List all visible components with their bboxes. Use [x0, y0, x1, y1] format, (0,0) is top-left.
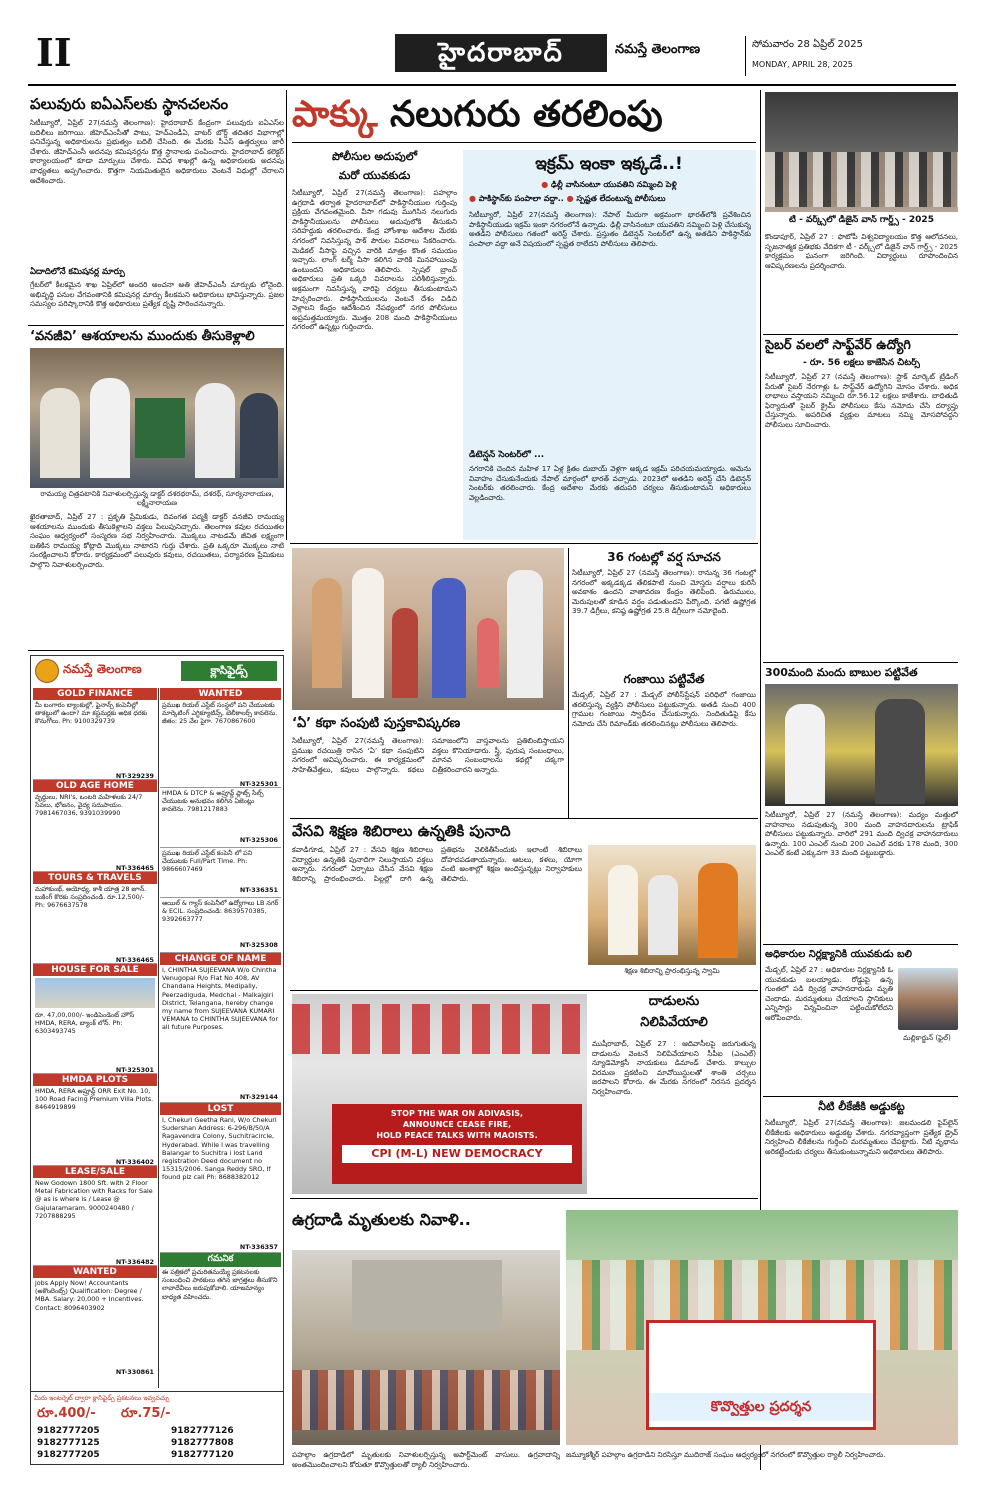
tribute-photo-left [292, 1250, 560, 1445]
protest-photo [292, 994, 587, 1194]
summer-caption: శిక్షణ శిబిరాన్ని ప్రారంభిస్తున్న స్వామి [624, 967, 720, 975]
phone-number: 9182777125 [37, 1438, 100, 1448]
summer-headline: వేసవి శిక్షణ శిబిరాలు ఉన్నతికి పునాది [292, 822, 511, 840]
classified-ad: WANTED ప్రముఖ రియల్ ఎస్టేట్ సంస్థలో పని చేయుటకు మార్కెటింగ్ ఎగ్జిక్యూటివ్స్, టెలీకాలర్స్ కావలెను. జీతం: 25 వేల పైగా. 7670867600 NT-325301 [160, 688, 281, 788]
classified-ad: WANTED jobs Apply Now! Accountants (అకౌంటెంట్స్) Qualification: Degree / MBA. Salary: 20,000 + Incentives. Contact: 8096403902 NT-330861 [33, 1266, 157, 1376]
classifieds-header [31, 656, 283, 686]
stop-headline: దాడులను [648, 994, 700, 1009]
ias-subhead: ఏదాదిలోనే కమిషనర్ల మార్పు [30, 267, 125, 277]
classified-ad: LOST I, Chekuri Geetha Rani, W/o Chekuri Sudershan Address: 6-296/B/50/A Ragavendra Colony, Suchitracircle, Hyderabad. While I was travelling Balangar to Suchitra i lost Land registration Deed document no 15315/2006. Sanga Reddy SRO, If found plz call Ph: 8688382012 NT-336357 [160, 1103, 281, 1253]
book-launch-photo [292, 548, 564, 710]
ganja-body: మేడ్చల్, ఏప్రిల్ 27 : మేడ్చల్ పోలీస్‌స్టేషన్ పరిధిలో గంజాయి తరలిస్తున్న వ్యక్తిని పోలీసులు పట్టుకున్నారు. అతడి నుంచి 400 గ్రాముల గంజాయి స్వాధీనం చేసుకున్నారు. నిందితుడిపై కేసు నమోదు చేసి రిమాండ్‌కు తరలించినట్లు పోలీసులు తెలిపారు. [572, 690, 756, 728]
classified-ad: HMDA PLOTS HMDA, RERA అప్రూవ్డ్ ORR Exit No. 10, 100 Road Facing Premium Villa Plots. 8464919899 NT-336402 [33, 1074, 157, 1166]
candle-banner: కొవ్వొత్తుల ప్రదర్శన [646, 1320, 876, 1430]
city-name: హైదరాబాద్ [438, 38, 564, 68]
classified-ad: CHANGE OF NAME I, CHINTHA SUJEEVANA W/o Chintha Venugopal R/o Flat No 408, AV Chandana Heights, Medipally, Peerzadiguda, Medchal - Malkajgiri District, Telangana, hereby change my name from SUJEEVANA KUMARI VEMANA to CHINTHA SUJEEVANA for all future Purposes. NT-329144 [160, 953, 281, 1103]
footer-note: మీరు ఇంటర్నెట్ ద్వారా క్లాసిఫైడ్స్ ప్రకటనలు ఇవ్వవచ్చు [34, 1394, 170, 1402]
classified-ad: GOLD FINANCE మీ బంగారం బ్యాంకుల్లో, ఫైనాన్స్ కంపెనీల్లో తాకట్టులో ఉందా? మా కస్టమర్లకు అధిక ధరకు కొనుగోలు. Ph: 9100329739 NT-329239 [33, 688, 157, 780]
ias-body: సిటీబ్యూరో, ఏప్రిల్ 27(నమస్తే తెలంగాణ): హైదరాబాద్ కేంద్రంగా పలువురు ఐఏఎస్‌ల బదిలీలు జరిగాయి. జీహెచ్‌ఎంసీతో పాటు, హెచ్ఎండీఏ, వాటర్ బోర్డ్ తదితర విభాగాల్లో పనిచేస్తున్న అధికారులను ప్రభుత్వం బదిలీ చేసింది. ఈ మేరకు సీఎస్ ఉత్తర్వులు జారీ చేశారు. జీహెచ్‌ఎంసీ అదనపు కమిషనర్లను కొత్త స్థానాలకు పంపించారు. హైదరాబాద్ కలెక్టర్ కార్యాలయంలో కూడా మార్పులు చేశారు. వివిధ శాఖల్లో ఉన్న అధికారులకు అదనపు బాధ్యతలు అప్పగించారు. కొత్తగా నియమితులైన అధికారులు వెంటనే విధుల్లో చేరాలని ఆదేశించారు. [30, 118, 284, 185]
ikram-headline: ఇక్రమ్ ఇంకా ఇక్కడే..! [535, 154, 683, 174]
banner-line: CPI (M-L) NEW DEMOCRACY [342, 1145, 572, 1163]
classified-ad: HMDA & DTCP & అప్రూవ్డ్ ప్లాట్స్ సేల్స్ చేయుటకు అనుభవం కలిగిన ఏజెంట్లు కావలెను. 7981217883 NT-325306 [160, 788, 281, 848]
drunk-body: సిటీబ్యూరో, ఏప్రిల్ 27 (నమస్తే తెలంగాణ): మద్యం మత్తులో వాహనాలు నడుపుతున్న 300 మంది వాహనదారులను ట్రాఫిక్ పోలీసులు పట్టుకున్నారు. వారిలో 291 మంది ద్విచక్ర వాహనదారులు ఉన్నారు. 100 ఎంఎల్ నుంచి 200 ఎంఎల్ వరకు 178 మంది, 300 ఎంఎల్ కంటే ఎక్కువగా 33 మంది పట్టుబడ్డారు. [765, 810, 958, 858]
tribute-caption-right: జమ్మూకశ్మీర్ పహల్గాం ఉగ్రదాడిని నిరసిస్తూ ముదిరాజ్ సంఘం ఆధ్వర్యంలో నగరంలో కొవ్వొత్తుల ర్యాలీ నిర్వహించారు. [566, 1450, 886, 1459]
classifieds-brand: నమస్తే తెలంగాణ [63, 662, 142, 676]
classified-ad: ఆయిల్ & గ్యాస్ కంపెనీలో ఉద్యోగాలు LB నగర్ & ECIL. సంప్రదించండి: 8639570385, 9392663777 NT-325308 [160, 898, 281, 953]
banner-line: STOP THE WAR ON ADIVASIS, [390, 1109, 524, 1118]
classified-ad: గమనిక ఈ పత్రికలో ప్రచురితమయ్యే ప్రకటనలకు సంబంధించి పాఠకులు తగిన జాగ్రత్తలు తీసుకొని లావాదేవీలు జరుపుకోవాలి. యాజమాన్యం బాధ్యత వహించదు. [160, 1253, 281, 1373]
vanajeevi-body: ఖైరతాబాద్, ఏప్రిల్ 27 : ప్రకృతి ప్రేమికుడు, దివంగత పద్మశ్రీ డాక్టర్ వనజీవి రామయ్య ఆశయాలను ముందుకు తీసుకెళ్లాలని వక్తలు పిలుపునిచ్చారు. తెలంగాణ కవుల రచయితల సంఘం ఆధ్వర్యంలో సంస్మరణ సభ నిర్వహించారు. మొక్కలు నాటడమే జీవిత లక్ష్యంగా బతికిన రామయ్య కోట్లాది మొక్కలు నాటారని గుర్తు చేశారు. ప్రతి ఒక్కరూ మొక్కలు నాటి సంరక్షించాలని కోరారు. కార్యక్రమంలో పలువురు కవులు, రచయితలు, పర్యావరణ ప్రేమికులు పాల్గొని నివాళులర్పించారు. [30, 512, 284, 569]
classifieds-box [30, 655, 284, 1465]
cyber-headline: సైబర్ వలలో సాఫ్ట్‌వేర్ ఉద్యోగి [765, 338, 911, 353]
classified-ad: TOURS & TRAVELS మహాకుంభ్, అయోధ్య, కాశీ యాత్ర 28 జూన్. బుకింగ్ కొరకు సంప్రదించండి. రూ.12,500/- Ph: 9676637578 NT-336465 [33, 872, 157, 964]
detention-subhead: డిటెన్షన్ సెంటర్‌లో ... [469, 450, 545, 460]
ikram-bullet: ● ఢిల్లీ వాసినంటూ యువతిని నమ్మించి పెళ్లి [541, 180, 677, 189]
tribute-headline: ఉగ్రదాడి మృతులకు నివాళి.. [292, 1210, 471, 1229]
vanajeevi-photo [30, 348, 284, 488]
classified-ad: ప్రముఖ రియల్ ఎస్టేట్ కంపెనీ లో పని చేయుటకు Full/Part Time. Ph: 9866607469 NT-336351 [160, 848, 281, 898]
date-te: సోమవారం 28 ఏప్రిల్ 2025 [752, 39, 863, 50]
phone-number: 9182777126 [171, 1426, 234, 1436]
tworks-photo [765, 92, 958, 212]
tribute-photo-right [566, 1210, 958, 1445]
banner-line: HOLD PEACE TALKS WITH MAOISTS. [376, 1131, 538, 1140]
stop-headline-2: నిలిపివేయాలి [640, 1015, 708, 1030]
rain-body: సిటీబ్యూరో, ఏప్రిల్ 27 (నమస్తే తెలంగాణ): రానున్న 36 గంటల్లో నగరంలో అక్కడక్కడ తేలికపాటి నుంచి మోస్తరు వర్షాలు కురిసే అవకాశం ఉందని వాతావరణ కేంద్రం తెలిపింది. ఉరుములు, మెరుపులతో కూడిన వర్షం పడుతుందని పేర్కొంది. పగటి ఉష్ణోగ్రత 39.7 డిగ్రీలు, కనిష్ఠ ఉష్ణోగ్రత 25.8 డిగ్రీలుగా నమోదైంది. [572, 568, 756, 616]
protest-banner [332, 1104, 582, 1184]
main-body: సిటీబ్యూరో, ఏప్రిల్ 27(నమస్తే తెలంగాణ): పహల్గాం ఉగ్రదాడి తర్వాత హైదరాబాద్‌లో పాకిస్థానీయుల గుర్తింపు ప్రక్రియ వేగవంతమైంది. వీసా గడువు ముగిసిన నలుగురు పాకిస్థానీయులను పోలీసులు అదుపులోకి తీసుకుని సరిహద్దుకు తరలించారు. కేంద్ర హోంశాఖ ఆదేశాల మేరకు నగరంలో నివసిస్తున్న పాక్ పౌరుల వివరాలు సేకరించారు. మెడికల్ వీసాపై వచ్చిన వారికి మాత్రం కొంత సమయం ఇచ్చారు. లాంగ్ టర్మ్ వీసా కలిగిన వారికి మినహాయింపు ఉంటుందని అధికారులు తెలిపారు. స్పెషల్ బ్రాంచ్ అధికారులు ప్రతి ఒక్కరి వివరాలను పరిశీలిస్తున్నారు. అక్రమంగా నివసిస్తున్న వారిపై చర్యలు తీసుకుంటామని హెచ్చరించారు. పాకిస్థానీయులను వెంటనే దేశం విడిచి వెళ్లాలని కేంద్రం ఆదేశించిన నేపథ్యంలో నగర పోలీసులు అప్రమత్తమయ్యారు. మొత్తం 208 మంది పాకిస్థానీయులు నగరంలో ఉన్నట్లు గుర్తించారు. [292, 188, 457, 332]
negligence-body: మేడ్చల్, ఏప్రిల్ 27 : అధికారుల నిర్లక్ష్యానికి ఓ యువకుడు బలయ్యాడు. రోడ్డుపై ఉన్న గుంతలో పడి ద్విచక్ర వాహనదారుడు మృతి చెందాడు. మరమ్మతులు చేయాలని స్థానికులు ఎన్నిసార్లు విన్నవించినా పట్టించుకోలేదని ఆరోపించారు. [765, 965, 893, 1022]
classified-ad: HOUSE FOR SALE రూ. 47,00,000/- ఇండిపెండెంట్ హౌస్ HMDA, RERA, బ్యాంక్ లోన్. Ph: 6303493745 NT-325301 [33, 964, 157, 1074]
ikram-bullet: ● పాకిస్థాన్‌కు పంపాలా వద్దా.. ● స్పష్టత లేదంటున్న పోలీసులు [469, 194, 666, 203]
ikram-body-2: నగరానికి చెందిన మహిళ 17 ఏళ్ల క్రితం దుబాయ్ వెళ్లగా అక్కడ ఇక్రమ్ పరిచయమయ్యాడు. ఆమెను వివాహం చేసుకునేందుకు నేపాల్ మార్గంలో భారత్ వచ్చాడు. 2023లో అతడిని అరెస్ట్ చేసి డిటెన్షన్ సెంటర్‌కు తరలించారు. కేంద్ర ఆదేశాల మేరకు తదుపరి చర్యలు తీసుకుంటామని అధికారులు వెల్లడించారు. [469, 464, 751, 502]
phone-number: 9182777120 [171, 1450, 234, 1460]
date-en: MONDAY, APRIL 28, 2025 [752, 60, 853, 69]
book-headline: ‘ఏ’ కథా సంపుటి పుస్తకావిష్కరణ [292, 716, 461, 731]
water-headline: నీటి లీకేజీకి అడ్డుకట్ట [818, 1100, 905, 1113]
ikram-body: సిటీబ్యూరో, ఏప్రిల్ 27(నమస్తే తెలంగాణ): నేపాల్ మీదుగా అక్రమంగా భారత్‌లోకి ప్రవేశించిన పాకిస్థానీయుడు ఇక్రమ్ ఇంకా నగరంలోనే ఉన్నాడు. ఢిల్లీ వాసినంటూ యువతిని నమ్మించి పెళ్లి చేసుకున్న అతడిని పోలీసులు గతంలో అరెస్ట్ చేశారు. ప్రస్తుతం డిటెన్షన్ సెంటర్‌లో ఉన్న అతడిని పాకిస్థాన్‌కు పంపాలా వద్దా అనే విషయంలో స్పష్టత రాలేదని పోలీసులు తెలిపారు. [469, 210, 751, 248]
classifieds-footer [31, 1391, 283, 1464]
main-headline-black: కు నలుగురు తరలింపు [377, 94, 663, 135]
phone-number: 9182777205 [37, 1450, 100, 1460]
drunk-photo [765, 684, 958, 806]
tworks-caption: టీ - వర్క్స్‌లో డిజైన్ వాన్ గార్డ్స్ - 2025 [789, 215, 934, 225]
ias-headline: పలువురు ఐఏఎస్‌లకు స్థానచలనం [30, 95, 229, 113]
city-banner [395, 34, 607, 72]
rain-headline: 36 గంటల్లో వర్ష సూచన [607, 550, 721, 564]
summer-body: కవాడిగూడ, ఏప్రిల్ 27 : వేసవి శిక్షణ శిబిరాలు విద్యార్థుల ఉన్నతికి పునాదిగా నిలుస్తాయని వక్తలు అన్నారు. నగరంలో ఏర్పాటు చేసిన వేసవి శిక్షణ శిబిరాన్ని ప్రారంభించారు. పిల్లల్లో దాగి ఉన్న ప్రతిభను వెలికితీసేందుకు ఇలాంటి శిబిరాలు దోహదపడతాయన్నారు. ఆటలు, కళలు, యోగా వంటి అంశాల్లో శిక్షణ అందిస్తున్నట్లు నిర్వాహకులు తెలిపారు. [292, 845, 582, 883]
price-offer: రూ.400/- [37, 1406, 96, 1421]
cyber-body: సిటీబ్యూరో, ఏప్రిల్ 27 (నమస్తే తెలంగాణ): స్టాక్ మార్కెట్ ట్రేడింగ్ పేరుతో సైబర్ నేరగాళ్లు ఓ సాఫ్ట్‌వేర్ ఉద్యోగిని మోసం చేశారు. అధిక లాభాలు వస్తాయని నమ్మించి రూ.56.12 లక్షలు కాజేశారు. బాధితుడి ఫిర్యాదుతో సైబర్ క్రైమ్ పోలీసులు కేసు నమోదు చేసి దర్యాప్తు చేస్తున్నారు. అపరిచిత వ్యక్తుల మాటలు నమ్మి మోసపోవద్దని పోలీసులు సూచించారు. [765, 372, 958, 429]
main-headline-red: పాక్ [292, 94, 378, 135]
classified-ad: OLD AGE HOME వృద్ధులు, NRI's, ఒంటరి మహిళలకు 24/7 సేవలు, భోజనం, వైద్య సదుపాయం. 7981467036, 9391039990 NT-336465 [33, 780, 157, 872]
classifieds-col-1 [33, 688, 157, 1388]
price: రూ.75/- [121, 1406, 171, 1421]
tworks-body: కొండాపూర్, ఏప్రిల్ 27 : ఫొటోపీ విశ్వవిద్యాలయం కొత్త ఆలోచనలు, సృజనాత్మక ప్రతిభకు వేదికగా టీ - వర్క్స్‌లో డిజైన్ వాన్ గార్డ్స్ - 2025 కార్యక్రమం ఘనంగా జరిగింది. విద్యార్థులు రూపొందించిన ఆవిష్కరణలను ప్రదర్శించారు. [765, 232, 958, 270]
negligence-photo [898, 968, 958, 1030]
page-number: II [36, 30, 72, 75]
book-body: సిటీబ్యూరో, ఏప్రిల్ 27(నమస్తే తెలంగాణ): ప్రముఖ రచయిత్రి రాసిన ‘ఏ’ కథా సంపుటిని నగరంలో ఆవిష్కరించారు. ఈ కార్యక్రమంలో సాహితీవేత్తలు, కవులు పాల్గొన్నారు. కథలు సమాజంలోని వాస్తవాలను ప్రతిబింబిస్తాయని వక్తలు కొనియాడారు. స్త్రీ, పురుష సంబంధాలు, మానవ సంబంధాలను కథల్లో చక్కగా చిత్రీకరించారని అన్నారు. [292, 736, 564, 774]
paper-name: నమస్తే తెలంగాణ [615, 42, 701, 57]
main-kicker: పోలీసుల అదుపులో మరో యువకుడు [331, 150, 418, 182]
tribute-caption-left: పహల్గాం ఉగ్రదాడిలో మృతులకు నివాళులర్పిస్తున్న అపార్ట్‌మెంట్ వాసులు. ఉగ్రవాదాన్ని అంతమొందించాలని కోరుతూ కొవ్వొత్తులతో ర్యాలీ నిర్వహించారు. [292, 1450, 560, 1469]
classifieds-label: క్లాసిఫైడ్స్ [181, 661, 277, 681]
water-body: సిటీబ్యూరో, ఏప్రిల్ 27(నమస్తే తెలంగాణ): జలమండలి పైప్‌లైన్ లీకేజీలకు అధికారులు అడ్డుకట్ట వేశారు. నగరవ్యాప్తంగా ప్రత్యేక డ్రైవ్ నిర్వహించి లీకేజీలను గుర్తించి మరమ్మతులు చేపట్టారు. నీటి వృథాను అరికట్టేందుకు చర్యలు తీసుకుంటున్నామని అధికారులు తెలిపారు. [765, 1118, 958, 1156]
ganja-headline: గంజాయి పట్టివేత [623, 672, 705, 686]
masthead [0, 0, 981, 88]
ias-body-2: గ్రేటర్‌లో కీలకమైన శాఖ ఏప్రిల్‌లో అందరి అంచనా అతి జీహెచ్‌ఎంసీ మార్పుకు లోనైంది. అభివృద్ధి పనుల వేగవంతానికి కమిషనర్ల మార్పు కీలకమని అధికారులు భావిస్తున్నారు. ప్రజల సమస్యల పరిష్కారానికి కొత్త అధికారులు ప్రత్యేక దృష్టి సారించనున్నారు. [30, 280, 284, 309]
cyber-subhead: - రూ. 56 లక్షలు కాజేసిన చీటర్స్ [803, 358, 920, 368]
stop-box [592, 994, 756, 1194]
vanajeevi-caption: రామయ్య చిత్రపటానికి నివాళులర్పిస్తున్న డాక్టర్ దశరథరామ్, దశరథ్, సూర్యనారాయణ, లక్ష్మీనారాయణ [40, 490, 274, 507]
negligence-caption: మల్లికార్జున్ (ఫైల్) [903, 1034, 951, 1042]
classified-ad: LEASE/SALE New Godown 1800 Sft. with 2 Floor Metal Fabrication with Racks for Sale @ as is where is / Lease @ Gajularamaram. 9000240480 / 7207888295 NT-336482 [33, 1166, 157, 1266]
main-headline [292, 92, 756, 138]
vanajeevi-headline: ‘వనజీవి’ ఆశయాలను ముందుకు తీసుకెళ్లాలి [30, 329, 255, 344]
summer-photo [588, 845, 756, 965]
phone-number: 9182777808 [171, 1438, 234, 1448]
negligence-headline: అధికారుల నిర్లక్ష్యానికి యువకుడు బలి [765, 949, 912, 960]
drunk-headline: 300మంది మందు బాబుల పట్టివేత [765, 666, 918, 679]
banner-line: ANNOUNCE CEASE FIRE, [402, 1120, 512, 1129]
ikram-box [463, 150, 756, 540]
stop-body: ముషీరాబాద్, ఏప్రిల్ 27 : ఆదివాసీలపై జరుగుతున్న దాడులను వెంటనే నిలిపివేయాలని సీపీఐ (ఎంఎల్) న్యూడెమోక్రసీ నాయకులు డిమాండ్ చేశారు. కాల్పుల విరమణ ప్రకటించి మావోయిస్టులతో శాంతి చర్చలు జరపాలని కోరారు. ఈ మేరకు నగరంలో నిరసన ప్రదర్శన నిర్వహించారు. [592, 1039, 756, 1096]
classifieds-col-2 [160, 688, 281, 1388]
phone-number: 9182777205 [37, 1426, 100, 1436]
